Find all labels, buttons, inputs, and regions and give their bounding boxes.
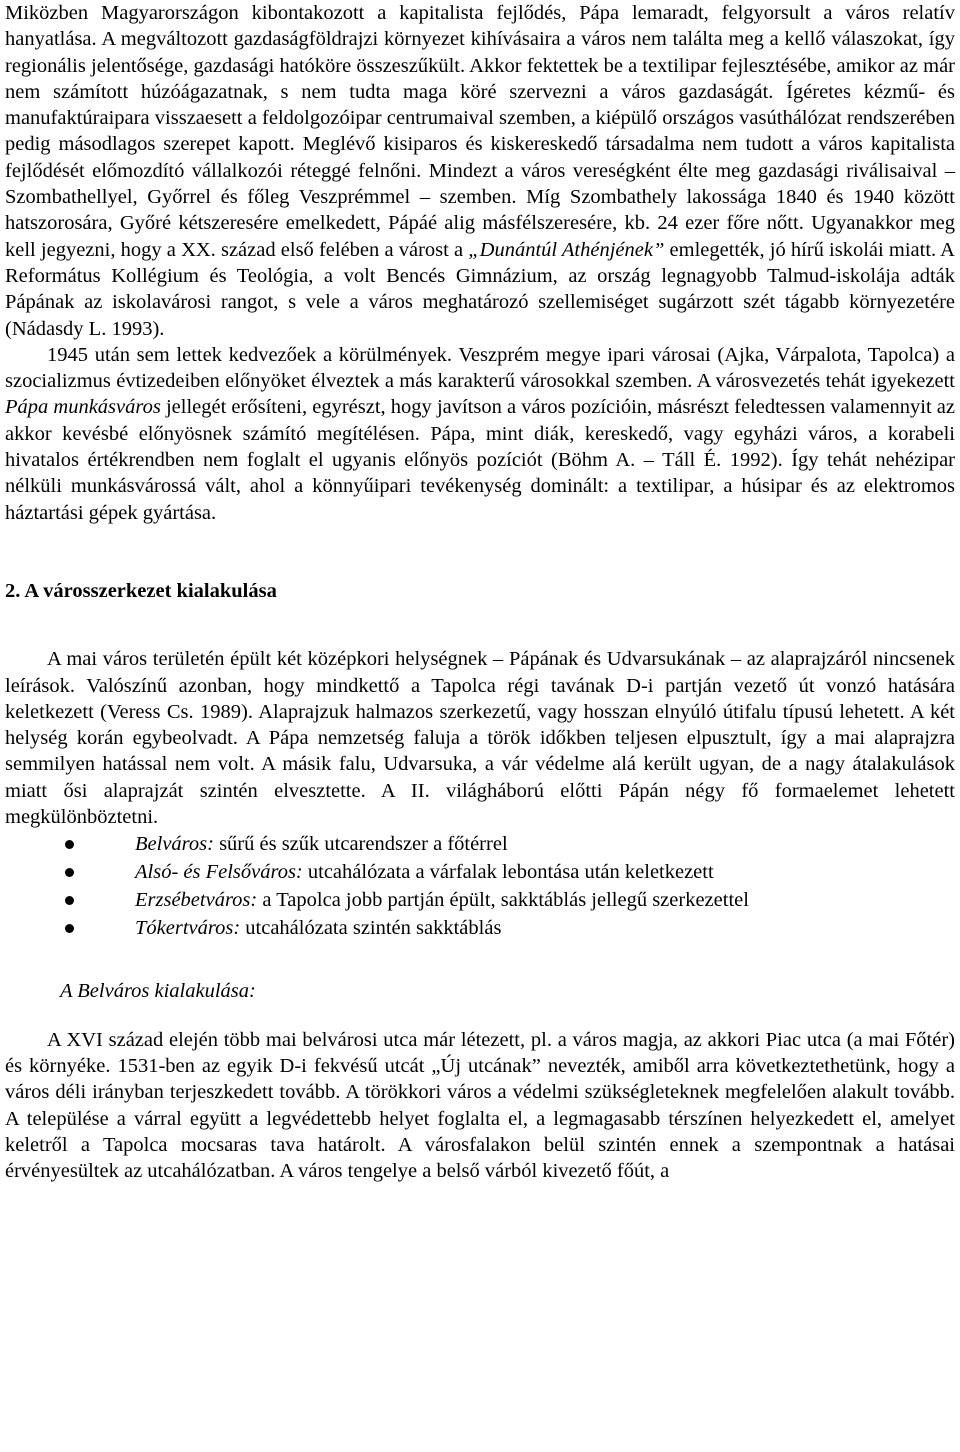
list-item-desc: utcahálózata a várfalak lebontása után keletkezett — [302, 861, 714, 884]
list-item — [5, 914, 955, 942]
paragraph-decline-end: emlegették, jó hírű iskolái miatt. A Református Kollégium és Teológia, a volt Bencés Gimnázium, az ország legnagyobb Talmud-iskolája adták Pápának az iskolavárosi rangot, s vele a város meghatározó szellemiséget sugárzott szét tágabb környezetére (Nádasdy L. 1993). — [5, 238, 955, 340]
list-item-desc: a Tapolca jobb partján épült, sakktáblás jellegű szerkezettel — [257, 889, 749, 912]
form-elements-list — [5, 830, 955, 942]
athens-quote: „Dunántúl Athénjének” — [468, 238, 665, 261]
list-item-desc: utcahálózata szintén sakktáblás — [240, 917, 502, 940]
bullet-icon — [65, 924, 74, 933]
list-item-desc: sűrű és szűk utcarendszer a főtérrel — [213, 833, 508, 856]
document-page — [5, 0, 955, 1184]
list-item — [5, 858, 955, 886]
bullet-icon — [65, 840, 74, 849]
paragraph-decline-text: Miközben Magyarországon kibontakozott a kapitalista fejlődés, Pápa lemaradt, felgyorsult a város relatív hanyatlása. A megváltozott gazdaságföldrajzi környezet kihívásaira a város nem találta meg a kellő válaszokat, így regionális jelentősége, gazdasági hatóköre összeszűkült. Akkor fektettek be a textilipar fejlesztésébe, amikor az már nem számított húzóágazatnak, s nem tudta maga köré szervezni a város gazdaságát. Ígéretes kézmű- és manufaktúraipara visszaesett a feldolgozóipar centrumaival szemben, a kiépülő országos vasúthálózat rendszerében pedig másodlagos szerepet kapott. Meglévő kisiparos és kiskereskedő társadalma nem tudott a város kapitalista fejlődését előmozdító vállalkozói réteggé felnőni. Mindezt a város vereségként élte meg gazdasági riválisaival – Szombathellyel, Győrrel és főleg Veszprémmel – szemben. Míg Szombathely lakossága 1840 és 1940 között hatszorosára, Győré kétszeresére emelkedett, Pápáé alig másfélszeresére, kb. 24 ezer főre nőtt. Ugyanakkor meg kell jegyezni, hogy a XX. század első felében a várost a — [5, 2, 955, 261]
list-item — [5, 886, 955, 914]
paragraph-post-1945-end: jellegét erősíteni, egyrészt, hogy javítson a város pozícióin, másrészt feledtessen valamennyit az akkor kevésbé előnyösnek számító megítélésen. Pápa, mint diák, kereskedő, vagy egyházi város, a korabeli hivatalos értékrendben nem foglalt el ugyanis előnyös pozíciót (Böhm A. – Táll É. 1992). Így tehát nehézipar nélküli munkásvárossá vált, ahol a könnyűipari tevékenység dominált: a textilipar, a húsipar és az elektromos háztartási gépek gyártása. — [5, 396, 955, 524]
bullet-icon — [65, 896, 74, 905]
list-item — [5, 830, 955, 858]
paragraph-decline — [5, 0, 955, 342]
worker-town-phrase: Pápa munkásváros — [5, 396, 161, 419]
paragraph-post-1945-text: 1945 után sem lettek kedvezőek a körülmények. Veszprém megye ipari városai (Ajka, Várpalota, Tapolca) a szocializmus évtizedeiben előnyöket élveztek a más karakterű városokkal szemben. A városvezetés tehát igyekezett — [5, 343, 955, 393]
list-item-term: Belváros: — [135, 833, 214, 856]
section-heading: 2. A városszerkezet kialakulása — [5, 579, 277, 602]
paragraph-medieval: A mai város területén épült két középkori helységnek – Pápának és Udvarsukának – az alaprajzáról nincsenek leírások. Valószínű azonban, hogy mindkettő a Tapolca régi tavának D-i partján vezető út vonzó hatására keletkezett (Veress Cs. 1989). Alaprajzuk halmazos szerkezetű, vagy hosszan elnyúló útifalu típusú lehetett. A két helység korán egybeolvadt. A Pápa nemzetség faluja a török időkben teljesen elpusztult, így a mai alaprajzra semmilyen hatással nem volt. A másik falu, Udvarsuka, a vár védelme alá került ugyan, de a nagy átalakulások miatt ősi alaprajzát szintén elvesztette. A II. világháború előtti Pápán négy fő formaelemet lehetett megkülönböztetni. — [5, 648, 955, 829]
paragraph-belvaros: A XVI század elején több mai belvárosi utca már létezett, pl. a város magja, az akkori Piac utca (a mai Főtér) és környéke. 1531-ben az egyik D-i fekvésű utcát „Új utcának” nevezték, amiből arra következtethetünk, hogy a város déli irányban terjeszkedett tovább. A törökkori város a védelmi szükségleteknek megfelelően alakult tovább. A települése a várral együtt a legvédettebb helyet foglalta el, a legmagasabb térszínen helyezkedett el, amelyet keletről a Tapolca mocsaras tava határolt. A városfalakon belül szintén ennek a szempontnak a hatásai érvényesültek az utcahálózatban. A város tengelye a belső várból kivezető főút, a — [5, 1028, 955, 1183]
bullet-icon — [65, 868, 74, 877]
subheading-belvaros: A Belváros kialakulása: — [60, 980, 256, 1003]
list-item-term: Alsó- és Felsőváros: — [135, 861, 303, 884]
list-item-term: Tókertváros: — [135, 917, 241, 940]
paragraph-post-1945 — [5, 342, 955, 526]
list-item-term: Erzsébetváros: — [135, 889, 258, 912]
